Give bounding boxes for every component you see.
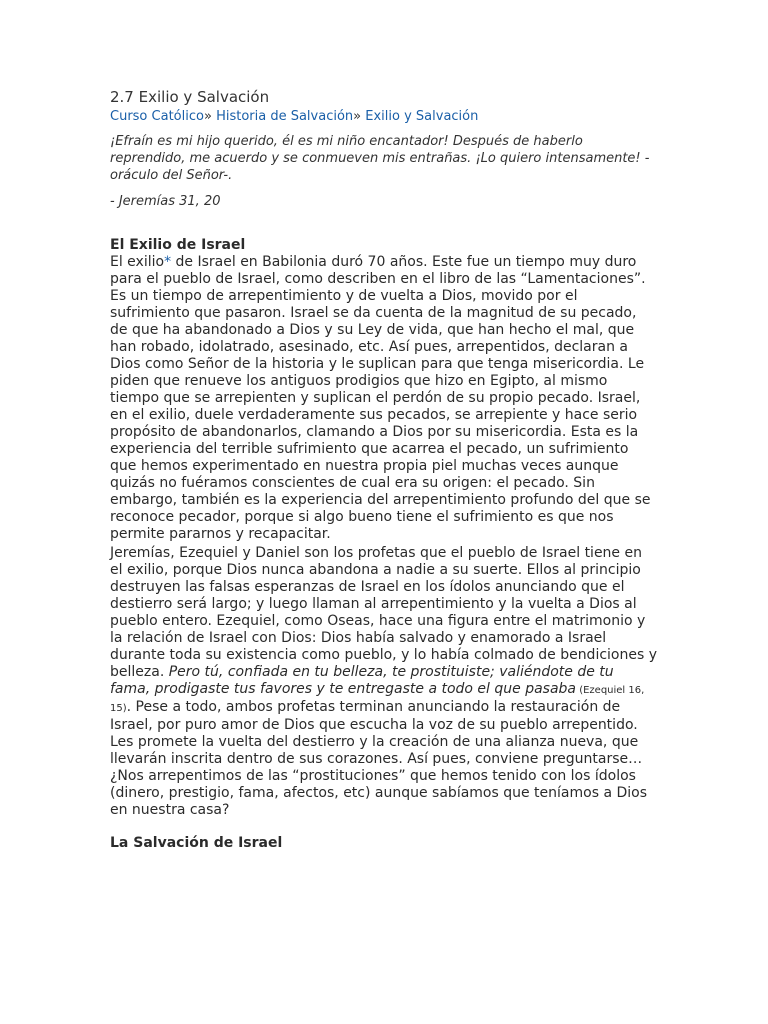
paragraph-exilio-2 (110, 545, 658, 819)
paragraph-exilio-1 (110, 254, 658, 543)
breadcrumb-separator: » (203, 109, 212, 124)
breadcrumb-separator: » (353, 109, 362, 124)
paragraph-text: El exilio (110, 254, 165, 270)
footnote-link[interactable]: * (164, 254, 172, 270)
scripture-citation: (Ezequiel 16, 15) (110, 685, 645, 714)
epigraph-quote: ¡Efraín es mi hijo querido, él es mi niño encantador! Después de haberlo reprendido, me acuerdo y se conmueven mis entrañas. ¡Lo quiero intensamente! -oráculo del Señor-. (110, 134, 650, 183)
section-heading-exilio: El Exilio de Israel (110, 237, 246, 253)
scripture-quote: Pero tú, confiada en tu belleza, te prostituiste; valiéndote de tu fama, prodigaste tus favores y te entregaste a todo el que pasaba (110, 664, 614, 697)
breadcrumb-link-historia-de-salvacion[interactable]: Historia de Salvación (216, 109, 354, 124)
paragraph-text: de Israel en Babilonia duró 70 años. Este fue un tiempo muy duro para el pueblo de Israel, como describen en el libro de las “Lamentaciones”. Es un tiempo de arrepentimiento y de vuelta a Dios, movido por el sufrimiento que pasaron. Israel se da cuenta de la magnitud de su pecado, de que ha abandonado a Dios y su Ley de vida, que han hecho el mal, que han robado, idolatrado, asesinado, etc. Así pues, arrepentidos, declaran a Dios como Señor de la historia y le suplican para que tenga misericordia. Le piden que renueve los antiguos prodigios que hizo en Egipto, al mismo tiempo que se arrepienten y suplican el perdón de su propio pecado. Israel, en el exilio, duele verdaderamente sus pecados, se arrepiente y hace serio propósito de abandonarlos, clamando a Dios por su misericordia. Esta es la experiencia del terrible sufrimiento que acarrea el pecado, un sufrimiento que hemos experimentado en nuestra propia piel muchas veces aunque quizás no fuéramos conscientes de cual era su origen: el pecado. Sin embargo, también es la experiencia del arrepentimiento profundo del que se reconoce pecador, porque si algo bueno tiene el sufrimiento es que nos permite pararnos y recapacitar. (110, 254, 651, 542)
paragraph-text: . Pese a todo, ambos profetas terminan anunciando la restauración de Israel, por puro amor de Dios que escucha la voz de su pueblo arrepentido. Les promete la vuelta del destierro y la creación de una alianza nueva, que llevarán inscrita dentro de sus corazones. Así pues, conviene preguntarse… ¿Nos arrepentimos de las “prostituciones” que hemos tenido con los ídolos (dinero, prestigio, fama, afectos, etc) aunque sabíamos que teníamos a Dios en nuestra casa? (110, 699, 648, 818)
paragraph-text: Jeremías, Ezequiel y Daniel son los profetas que el pueblo de Israel tiene en el exilio, porque Dios nunca abandona a nadie a su suerte. Ellos al principio destruyen las falsas esperanzas de Israel en los ídolos anunciando que el destierro será largo; y luego llaman al arrepentimiento y la vuelta a Dios al pueblo entero. Ezequiel, como Oseas, hace una figura entre el matrimonio y la relación de Israel con Dios: Dios había salvado y enamorado a Israel durante toda su existencia como pueblo, y lo había colmado de bendiciones y belleza. (110, 545, 658, 680)
breadcrumb-link-curso-catolico[interactable]: Curso Católico (110, 109, 204, 124)
breadcrumb-link-exilio-y-salvacion[interactable]: Exilio y Salvación (365, 109, 479, 124)
section-heading-salvacion: La Salvación de Israel (110, 835, 283, 851)
epigraph-reference: - Jeremías 31, 20 (110, 194, 221, 209)
document-page (110, 86, 658, 852)
breadcrumb (110, 108, 658, 126)
page-title: 2.7 Exilio y Salvación (110, 88, 270, 106)
